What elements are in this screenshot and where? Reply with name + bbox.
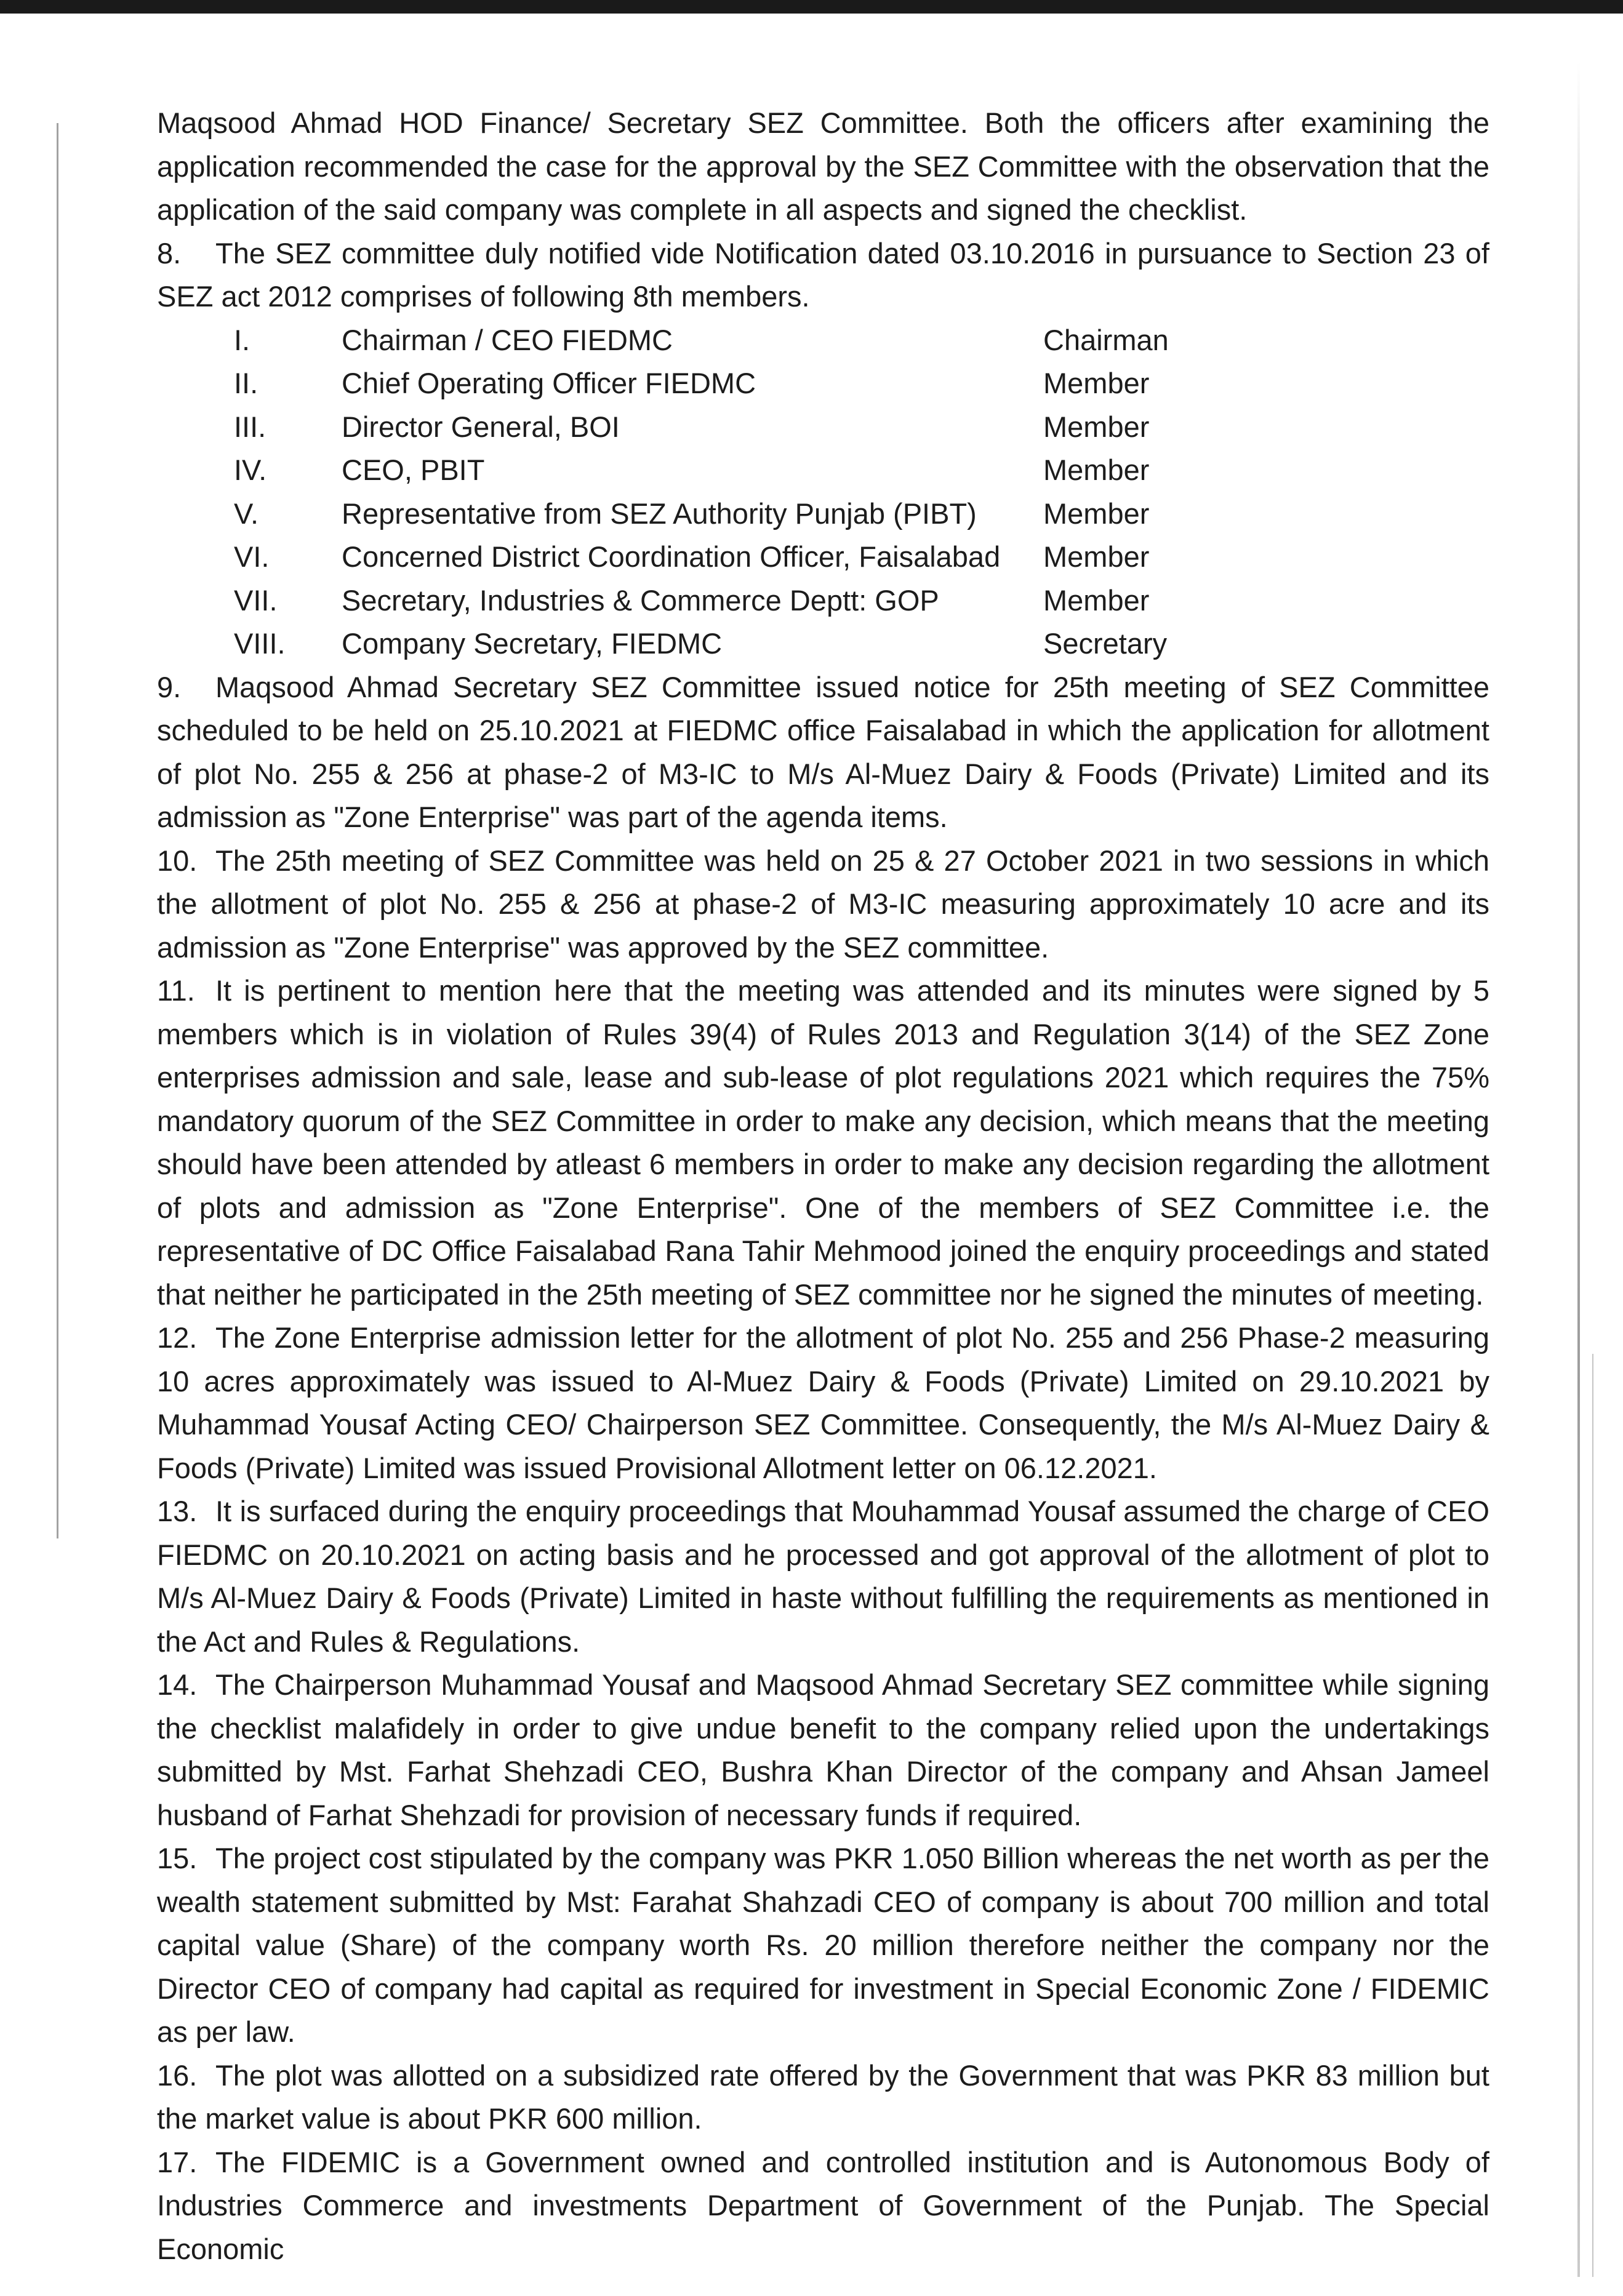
paragraph-text: The Zone Enterprise admission letter for the allotment of plot No. 255 and 256 Phase-2 measuring 10 acres approximately was issued to Al-Muez Dairy & Foods (Private) Limited on 29.10.2021 by Muhammad Yousaf Acting CEO/ Chairperson SEZ Committee. Consequently, the M/s Al-Muez Dairy & Foods (Private) Limited was issued Provisional Allotment letter on 06.12.2021. (157, 1321, 1489, 1484)
member-row (157, 406, 1489, 449)
member-role: Member (1043, 497, 1150, 530)
member-title: Secretary, Industries & Commerce Deptt: GOP (342, 583, 939, 617)
member-title: Company Secretary, FIEDMC (342, 627, 723, 660)
paragraph-text: The SEZ committee duly notified vide Notification dated 03.10.2016 in pursuance to Section 23 of SEZ act 2012 comprises of following 8th members. (157, 236, 1489, 313)
member-number: VIII. (234, 627, 286, 660)
member-number: III. (234, 410, 266, 443)
paragraph-number: 8. (157, 236, 182, 270)
member-row (157, 362, 1489, 406)
paragraph-text: Maqsood Ahmad HOD Finance/ Secretary SEZ Committee. Both the officers after examining the application recommended the case for the approval by the SEZ Committee with the observation that the application of the said company was complete in all aspects and signed the checklist. (157, 106, 1489, 226)
member-number: II. (234, 367, 258, 399)
scan-top-border (0, 0, 1623, 14)
member-number: IV. (234, 454, 267, 486)
member-title: Concerned District Coordination Officer, Faisalabad (342, 540, 1001, 573)
member-role: Secretary (1043, 627, 1168, 660)
paragraph-number: 10. (157, 844, 198, 877)
paragraph-16 (157, 2054, 1489, 2141)
paragraph-text: The plot was allotted on a subsidized rate offered by the Government that was PKR 83 million but the market value is about PKR 600 million. (157, 2058, 1489, 2135)
scan-left-margin-line (57, 123, 58, 1538)
scan-right-edge-streak (1577, 62, 1580, 2277)
member-row (157, 492, 1489, 536)
paragraph-number: 13. (157, 1495, 198, 1527)
document-page (157, 102, 1489, 2271)
member-number: I. (234, 323, 250, 356)
paragraph-12 (157, 1316, 1489, 1490)
paragraph-11 (157, 969, 1489, 1316)
member-number: V. (234, 497, 259, 530)
paragraph-number: 12. (157, 1321, 198, 1354)
member-title: Director General, BOI (342, 410, 620, 443)
paragraph-10 (157, 839, 1489, 970)
paragraph-text: It is pertinent to mention here that the meeting was attended and its minutes were signed by 5 members which is in violation of Rules 39(4) of Rules 2013 and Regulation 3(14) of the SEZ Zone enterprises admission and sale, lease and sub-lease of plot regulations 2021 which requires the 75% mandatory quorum of the SEZ Committee in order to make any decision, which means that the meeting should have been attended by atleast 6 members in order to make any decision regarding the allotment of plots and admission as "Zone Enterprise". One of the members of SEZ Committee i.e. the representative of DC Office Faisalabad Rana Tahir Mehmood joined the enquiry proceedings and stated that neither he participated in the 25th meeting of SEZ committee nor he signed the minutes of meeting. (157, 974, 1489, 1311)
paragraph-14 (157, 1663, 1489, 1837)
paragraph-15 (157, 1837, 1489, 2054)
member-row (157, 535, 1489, 579)
committee-members-list (157, 319, 1489, 666)
member-role: Member (1043, 410, 1150, 443)
paragraph-number: 16. (157, 2058, 198, 2092)
member-row (157, 579, 1489, 623)
scan-right-edge-streak-2 (1592, 1354, 1593, 2277)
member-role: Member (1043, 367, 1150, 399)
member-title: Representative from SEZ Authority Punjab (PIBT) (342, 497, 977, 530)
paragraph-number: 11. (157, 974, 195, 1007)
paragraph-text: The FIDEMIC is a Government owned and controlled institution and is Autonomous Body of Industries Commerce and investments Department of Government of the Punjab. The Special Economic (157, 2145, 1489, 2265)
member-row (157, 622, 1489, 666)
paragraph-number: 14. (157, 1668, 198, 1701)
member-row (157, 319, 1489, 362)
member-row (157, 449, 1489, 492)
member-role: Member (1043, 540, 1150, 573)
paragraph-13 (157, 1490, 1489, 1663)
paragraph-text: It is surfaced during the enquiry proceedings that Mouhammad Yousaf assumed the charge of CEO FIEDMC on 20.10.2021 on acting basis and he processed and got approval of the allotment of plot to M/s Al-Muez Dairy & Foods (Private) Limited in haste without fulfilling the requirements as mentioned in the Act and Rules & Regulations. (157, 1495, 1489, 1658)
paragraph-number: 17. (157, 2145, 198, 2178)
paragraph-9 (157, 666, 1489, 839)
member-number: VI. (234, 540, 270, 573)
paragraph-8 (157, 232, 1489, 319)
paragraph-number: 15. (157, 1842, 198, 1874)
member-role: Member (1043, 583, 1150, 617)
member-title: Chief Operating Officer FIEDMC (342, 367, 756, 399)
paragraph-continued (157, 102, 1489, 232)
member-title: Chairman / CEO FIEDMC (342, 323, 673, 356)
member-role: Member (1043, 454, 1150, 486)
paragraph-text: The Chairperson Muhammad Yousaf and Maqsood Ahmad Secretary SEZ committee while signing the checklist malafidely in order to give undue benefit to the company relied upon the undertakings submitted by Mst. Farhat Shehzadi CEO, Bushra Khan Director of the company and Ahsan Jameel husband of Farhat Shehzadi for provision of necessary funds if required. (157, 1668, 1489, 1831)
paragraph-17 (157, 2141, 1489, 2271)
paragraph-text: The project cost stipulated by the company was PKR 1.050 Billion whereas the net worth as per the wealth statement submitted by Mst: Farahat Shahzadi CEO of company is about 700 million and total capital value (Share) of the company worth Rs. 20 million therefore neither the company nor the Director CEO of company had capital as required for investment in Special Economic Zone / FIDEMIC as per law. (157, 1842, 1489, 2048)
member-number: VII. (234, 583, 278, 617)
paragraph-text: The 25th meeting of SEZ Committee was held on 25 & 27 October 2021 in two sessions in which the allotment of plot No. 255 & 256 at phase-2 of M3-IC measuring approximately 10 acre and its admission as "Zone Enterprise" was approved by the SEZ committee. (157, 844, 1489, 964)
member-role: Chairman (1043, 323, 1169, 356)
paragraph-number: 9. (157, 670, 182, 703)
member-title: CEO, PBIT (342, 454, 485, 486)
paragraph-text: Maqsood Ahmad Secretary SEZ Committee issued notice for 25th meeting of SEZ Committee scheduled to be held on 25.10.2021 at FIEDMC office Faisalabad in which the application for allotment of plot No. 255 & 256 at phase-2 of M3-IC to M/s Al-Muez Dairy & Foods (Private) Limited and its admission as "Zone Enterprise" was part of the agenda items. (157, 670, 1489, 833)
